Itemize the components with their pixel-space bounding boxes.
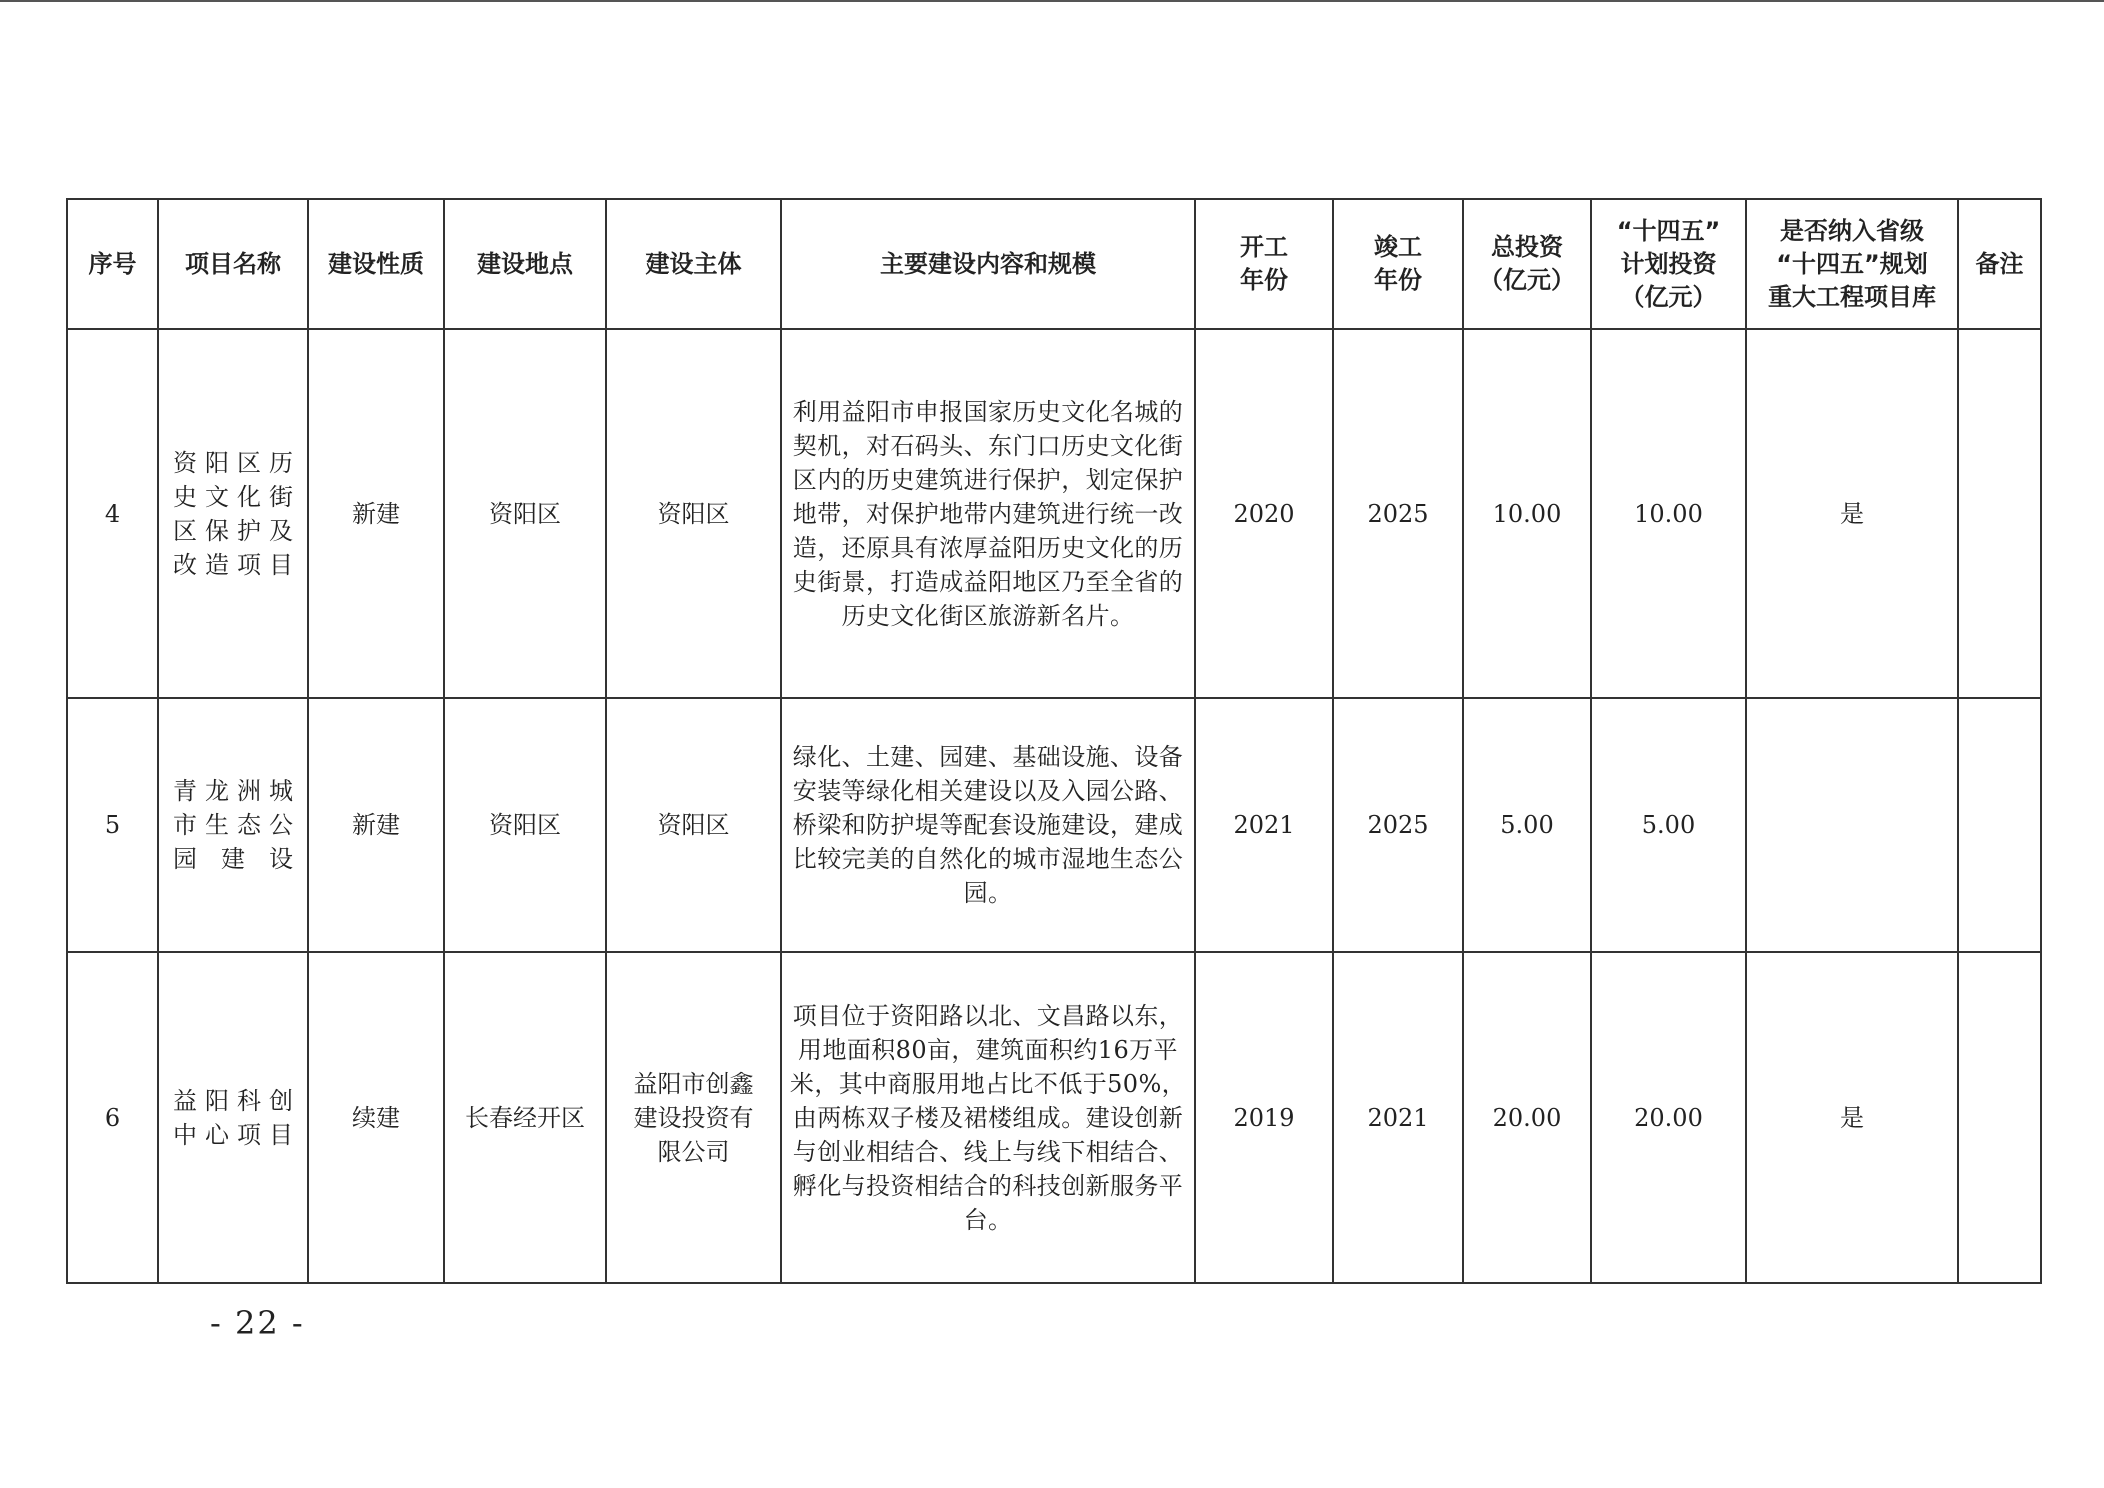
cell-project-name: 资阳区历 史文化街 区保护及 改造项目 (158, 329, 308, 698)
cell-remark (1958, 698, 2041, 952)
cell-location: 长春经开区 (444, 952, 606, 1283)
table-row (67, 698, 2041, 952)
cell-end-year: 2021 (1333, 952, 1463, 1283)
cell-nature: 续建 (308, 952, 444, 1283)
header-end-year: 竣工 年份 (1333, 199, 1463, 329)
cell-nature: 新建 (308, 329, 444, 698)
cell-end-year: 2025 (1333, 329, 1463, 698)
header-location: 建设地点 (444, 199, 606, 329)
cell-seq: 4 (67, 329, 158, 698)
header-total-investment: 总投资 （亿元） (1463, 199, 1591, 329)
cell-content: 项目位于资阳路以北、文昌路以东，用地面积80亩，建筑面积约16万平米，其中商服用地占比不低于50%，由两栋双子楼及裙楼组成。建设创新与创业相结合、线上与线下相结合、孵化与投资相结合的科技创新服务平台。 (781, 952, 1195, 1283)
project-table (66, 198, 2042, 1284)
header-project-name: 项目名称 (158, 199, 308, 329)
cell-content: 利用益阳市申报国家历史文化名城的契机，对石码头、东门口历史文化街区内的历史建筑进行保护，划定保护地带，对保护地带内建筑进行统一改造，还原具有浓厚益阳历史文化的历史街景，打造成益阳地区乃至全省的历史文化街区旅游新名片。 (781, 329, 1195, 698)
cell-in-library: 是 (1746, 329, 1958, 698)
cell-plan-investment: 20.00 (1591, 952, 1746, 1283)
cell-total-investment: 10.00 (1463, 329, 1591, 698)
cell-start-year: 2019 (1195, 952, 1333, 1283)
cell-total-investment: 20.00 (1463, 952, 1591, 1283)
header-plan-investment: “十四五” 计划投资 （亿元） (1591, 199, 1746, 329)
cell-seq: 5 (67, 698, 158, 952)
cell-project-name: 青龙洲城 市生态公 园建设 (158, 698, 308, 952)
header-owner: 建设主体 (606, 199, 781, 329)
table-header-row (67, 199, 2041, 329)
cell-remark (1958, 952, 2041, 1283)
cell-start-year: 2021 (1195, 698, 1333, 952)
header-nature: 建设性质 (308, 199, 444, 329)
header-start-year: 开工 年份 (1195, 199, 1333, 329)
cell-in-library: 是 (1746, 952, 1958, 1283)
cell-end-year: 2025 (1333, 698, 1463, 952)
cell-plan-investment: 10.00 (1591, 329, 1746, 698)
cell-location: 资阳区 (444, 698, 606, 952)
cell-owner: 资阳区 (606, 698, 781, 952)
table-row (67, 329, 2041, 698)
cell-owner: 资阳区 (606, 329, 781, 698)
cell-start-year: 2020 (1195, 329, 1333, 698)
header-remark: 备注 (1958, 199, 2041, 329)
cell-location: 资阳区 (444, 329, 606, 698)
cell-owner: 益阳市创鑫 建设投资有 限公司 (606, 952, 781, 1283)
cell-nature: 新建 (308, 698, 444, 952)
cell-total-investment: 5.00 (1463, 698, 1591, 952)
cell-content: 绿化、土建、园建、基础设施、设备安装等绿化相关建设以及入园公路、桥梁和防护堤等配套设施建设，建成比较完美的自然化的城市湿地生态公园。 (781, 698, 1195, 952)
page-number: - 22 - (210, 1304, 305, 1342)
cell-plan-investment: 5.00 (1591, 698, 1746, 952)
header-seq: 序号 (67, 199, 158, 329)
header-in-library: 是否纳入省级 “十四五”规划 重大工程项目库 (1746, 199, 1958, 329)
table-row (67, 952, 2041, 1283)
cell-project-name: 益阳科创 中心项目 (158, 952, 308, 1283)
top-border-rule (0, 0, 2104, 2)
cell-in-library (1746, 698, 1958, 952)
cell-seq: 6 (67, 952, 158, 1283)
header-content: 主要建设内容和规模 (781, 199, 1195, 329)
cell-remark (1958, 329, 2041, 698)
